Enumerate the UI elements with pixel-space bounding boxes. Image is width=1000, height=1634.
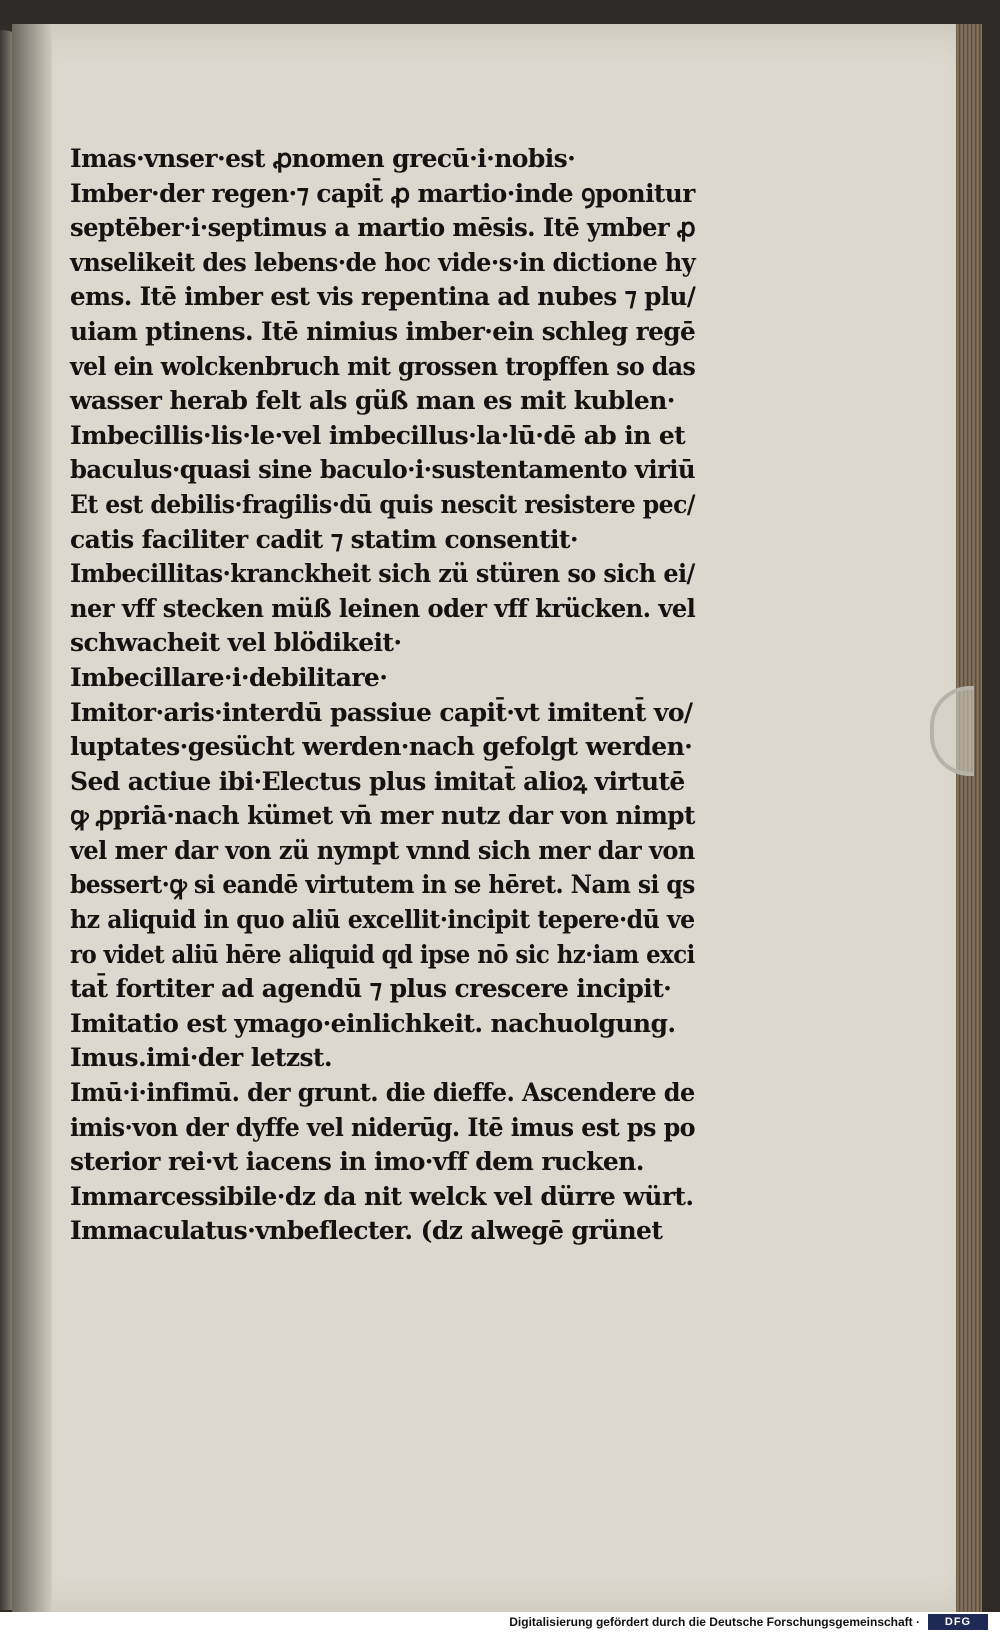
text-line: hz aliquid in quo aliū excellit·incipit tepere·dū ve: [70, 905, 695, 935]
text-line: Imus.imi·der letzst.: [70, 1043, 332, 1073]
text-line: Imitatio est ymago·einlichkeit. nachuolgung.: [70, 1008, 676, 1038]
text-line: vnselikeit des lebens·de hoc vide·s·in dictione hy: [70, 247, 696, 277]
page-fore-edge: [956, 24, 982, 1616]
text-line: sterior rei·vt iacens in imo·vff dem rucken.: [70, 1147, 644, 1177]
text-line: ems. Itē imber est vis repentina ad nubes ⁊ plu/: [70, 282, 696, 312]
text-line: ꝙ ꝓpriā·nach kümet vn̄ mer nutz dar von nimpt: [70, 801, 695, 831]
text-line: Imitor·aris·interdū passiue capit̄·vt imitent̄ vo/: [70, 697, 693, 727]
text-line: vel ein wolckenbruch mit grossen tropffen so das: [70, 351, 696, 381]
text-line: wasser herab felt als güß man es mit kublen·: [70, 386, 675, 416]
text-line: bessert·ꝙ si eandē virtutem in se hēret. Nam si qs: [70, 870, 695, 900]
text-line: baculus·quasi sine baculo·i·sustentamento viriū: [70, 455, 696, 485]
text-line: ner vff stecken müß leinen oder vff krücken. vel: [70, 593, 696, 623]
text-line: septēber·i·septimus a martio mēsis. Itē ymber ꝓ: [70, 213, 696, 243]
text-line: vel mer dar von zü nympt vnnd sich mer dar von: [70, 835, 695, 865]
page-clip: [930, 686, 974, 776]
text-line: catis faciliter cadit ⁊ statim consentit·: [70, 524, 578, 554]
text-line: Et est debilis·fragilis·dū quis nescit resistere pec/: [70, 489, 695, 519]
text-line: Sed actiue ibi·Electus plus imitat̄ alioꝝ virtutē: [70, 766, 685, 796]
text-line: Imber·der regen·⁊ capit̄ ꝓ martio·inde ꝯponitur: [70, 178, 695, 208]
text-block: [70, 142, 730, 1249]
text-line: Imbecillare·i·debilitare·: [70, 662, 388, 692]
page-gutter: [12, 24, 52, 1616]
text-line: tat̄ fortiter ad agendū ⁊ plus crescere incipit·: [70, 974, 672, 1004]
text-line: Imbecillis·lis·le·vel imbecillus·la·lū·dē ab in et: [70, 420, 686, 450]
text-line: Imbecillitas·kranckheit sich zü stüren so sich ei/: [70, 559, 695, 589]
text-line: ro videt aliū hēre aliquid qd ipse nō sic hz·iam exci: [70, 939, 695, 969]
text-line: imis·von der dyffe vel niderūg. Itē imus est ps po: [70, 1112, 696, 1142]
dfg-logo: DFG: [928, 1614, 988, 1630]
footer-credit: Digitalisierung gefördert durch die Deutsche Forschungsgemeinschaft ·: [509, 1615, 920, 1629]
text-line: schwacheit vel blödikeit·: [70, 628, 402, 658]
footer-bar: [0, 1612, 1000, 1634]
text-line: Immaculatus·vnbeflecter. (dz alwegē grünet: [70, 1216, 663, 1246]
text-line: Imū·i·infimū. der grunt. die dieffe. Ascendere de: [70, 1078, 695, 1108]
text-line: uiam ptinens. Itē nimius imber·ein schleg regē: [70, 316, 696, 346]
text-line: luptates·gesücht werden·nach gefolgt werden·: [70, 732, 693, 762]
text-line: Immarcessibile·dz da nit welck vel dürre würt.: [70, 1181, 694, 1211]
text-line: Imas·vnser·est ꝓnomen grecū·i·nobis·: [70, 144, 576, 173]
